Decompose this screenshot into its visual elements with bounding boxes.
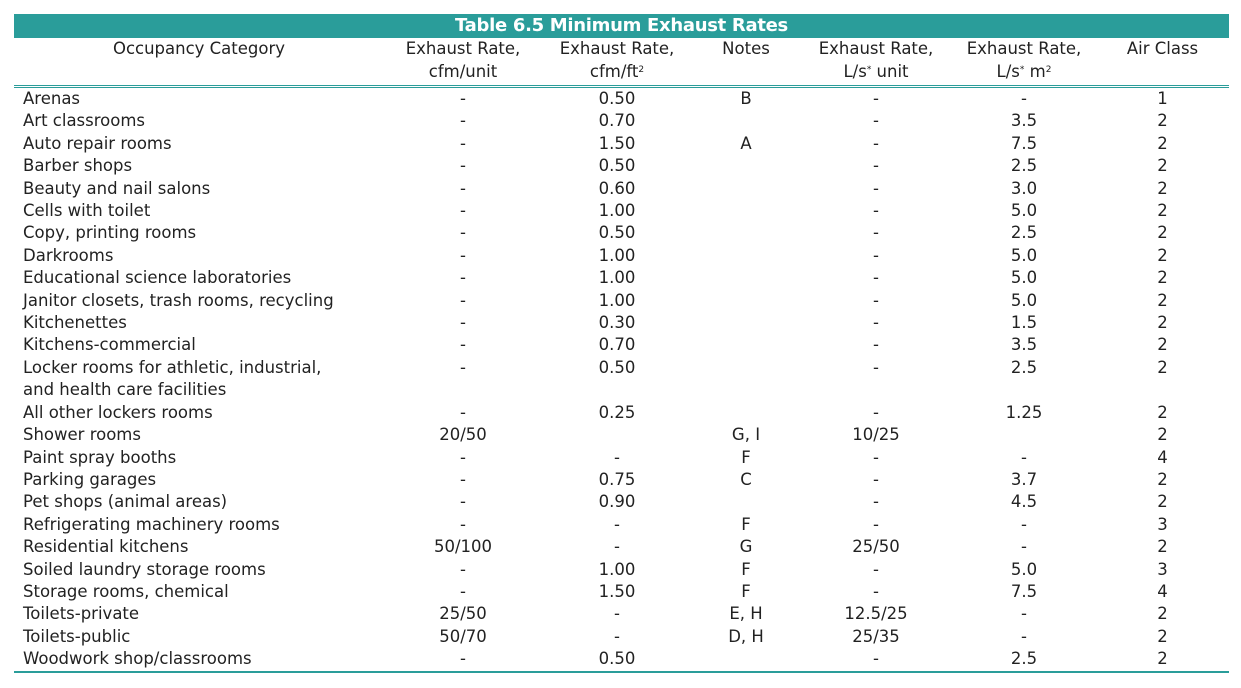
cell-exhaust-cfm-ft2: - <box>614 604 620 624</box>
cell-air-class: 2 <box>1157 492 1168 512</box>
table-row <box>14 559 1229 581</box>
occupancy-label: Paint spray booths <box>23 447 177 467</box>
cell-exhaust-cfm-ft2: 1.00 <box>598 290 636 310</box>
cell-occupancy-category <box>14 357 384 402</box>
cell-exhaust-ls-m2: - <box>1021 89 1027 108</box>
header-exhaust-cfm-unit: Exhaust Rate, cfm/unit <box>405 39 521 81</box>
table-title: Table 6.5 Minimum Exhaust Rates <box>14 14 1229 38</box>
table-row <box>14 178 1229 200</box>
cell-occupancy-category <box>14 200 384 222</box>
cell-occupancy-category <box>14 626 384 648</box>
cell-exhaust-cfm-ft2: 0.90 <box>598 492 636 512</box>
cell-exhaust-cfm-unit: - <box>460 313 466 333</box>
cell-notes <box>692 245 800 267</box>
cell-notes: F <box>741 447 751 467</box>
cell-exhaust-ls-m2: 2.5 <box>1010 649 1038 669</box>
occupancy-label: Woodwork shop/classrooms <box>23 649 252 669</box>
cell-exhaust-cfm-ft2: 0.25 <box>598 402 636 422</box>
table-row <box>14 290 1229 312</box>
cell-exhaust-cfm-unit: - <box>460 514 466 534</box>
cell-occupancy-category <box>14 491 384 513</box>
cell-exhaust-ls-m2: 1.25 <box>1005 402 1043 422</box>
cell-exhaust-ls-m2: 2.5 <box>1010 357 1038 377</box>
cell-exhaust-ls-m2: 5.0 <box>1010 290 1038 310</box>
cell-occupancy-category <box>14 222 384 244</box>
occupancy-label-continued: and health care facilities <box>23 380 227 400</box>
cell-exhaust-ls-unit: - <box>873 357 879 377</box>
table-row <box>14 110 1229 132</box>
cell-exhaust-ls-m2: 7.5 <box>1010 581 1038 601</box>
cell-air-class: 4 <box>1157 581 1168 601</box>
cell-air-class: 2 <box>1157 469 1168 489</box>
cell-exhaust-cfm-unit: - <box>460 223 466 243</box>
header-occupancy-category: Occupancy Category <box>112 39 286 58</box>
exhaust-rates-table <box>14 38 1229 673</box>
occupancy-label: Pet shops (animal areas) <box>23 492 228 512</box>
cell-exhaust-cfm-ft2: 0.50 <box>598 156 636 176</box>
occupancy-label: Toilets-private <box>23 604 140 624</box>
table-row <box>14 447 1229 469</box>
cell-exhaust-ls-unit: - <box>873 581 879 601</box>
cell-exhaust-cfm-ft2: - <box>614 626 620 646</box>
cell-exhaust-ls-m2: 4.5 <box>1010 492 1038 512</box>
cell-occupancy-category <box>14 514 384 536</box>
table-body <box>14 87 1229 672</box>
cell-exhaust-cfm-ft2: 0.50 <box>598 357 636 377</box>
occupancy-label: Janitor closets, trash rooms, recycling <box>23 290 334 310</box>
cell-air-class: 2 <box>1157 245 1168 265</box>
cell-exhaust-ls-unit: - <box>873 447 879 467</box>
cell-exhaust-cfm-ft2: 0.30 <box>598 313 636 333</box>
cell-notes <box>692 357 800 402</box>
cell-exhaust-cfm-ft2 <box>542 424 692 446</box>
table-row <box>14 402 1229 424</box>
cell-exhaust-ls-m2: - <box>1021 447 1027 467</box>
cell-notes <box>692 200 800 222</box>
table-row <box>14 491 1229 513</box>
cell-exhaust-ls-unit: - <box>873 290 879 310</box>
occupancy-label: Shower rooms <box>23 425 141 445</box>
cell-air-class: 2 <box>1157 268 1168 288</box>
cell-exhaust-ls-m2: 5.0 <box>1010 559 1038 579</box>
cell-air-class: 4 <box>1157 447 1168 467</box>
cell-air-class: 2 <box>1157 357 1168 377</box>
cell-exhaust-ls-unit: - <box>873 156 879 176</box>
cell-exhaust-ls-unit: - <box>873 335 879 355</box>
cell-exhaust-cfm-ft2: 1.00 <box>598 559 636 579</box>
cell-occupancy-category <box>14 133 384 155</box>
cell-notes: F <box>741 514 751 534</box>
cell-air-class: 2 <box>1157 649 1168 669</box>
cell-exhaust-cfm-unit: - <box>460 402 466 422</box>
cell-exhaust-ls-unit: - <box>873 245 879 265</box>
cell-exhaust-cfm-ft2: 1.00 <box>598 268 636 288</box>
cell-notes: A <box>740 133 752 153</box>
cell-exhaust-ls-m2 <box>952 424 1096 446</box>
occupancy-label: Arenas <box>23 89 81 108</box>
cell-exhaust-cfm-ft2: - <box>614 514 620 534</box>
cell-exhaust-ls-unit: 12.5/25 <box>844 604 908 624</box>
cell-exhaust-cfm-ft2: 1.50 <box>598 581 636 601</box>
cell-air-class: 2 <box>1157 626 1168 646</box>
occupancy-label: Barber shops <box>23 156 133 176</box>
cell-exhaust-cfm-ft2: 0.60 <box>598 178 636 198</box>
cell-exhaust-cfm-unit: - <box>460 245 466 265</box>
cell-occupancy-category <box>14 469 384 491</box>
table-header <box>14 38 1229 87</box>
cell-occupancy-category <box>14 559 384 581</box>
occupancy-label: Beauty and nail salons <box>23 178 211 198</box>
cell-air-class: 2 <box>1157 133 1168 153</box>
cell-notes: G <box>739 537 753 557</box>
cell-exhaust-ls-unit: - <box>873 223 879 243</box>
cell-notes: C <box>740 469 752 489</box>
table-row <box>14 581 1229 603</box>
cell-notes: D, H <box>728 626 764 646</box>
cell-occupancy-category <box>14 402 384 424</box>
cell-exhaust-ls-m2: 5.0 <box>1010 201 1038 221</box>
cell-exhaust-cfm-unit: 50/70 <box>439 626 487 646</box>
occupancy-label: Cells with toilet <box>23 201 151 221</box>
cell-occupancy-category <box>14 110 384 132</box>
cell-exhaust-cfm-unit: - <box>460 492 466 512</box>
cell-occupancy-category <box>14 245 384 267</box>
cell-exhaust-cfm-unit: - <box>460 335 466 355</box>
cell-notes <box>692 222 800 244</box>
cell-exhaust-cfm-unit: 20/50 <box>439 425 487 445</box>
cell-notes <box>692 312 800 334</box>
cell-exhaust-cfm-ft2: - <box>614 447 620 467</box>
cell-notes <box>692 648 800 671</box>
cell-air-class: 2 <box>1157 111 1168 131</box>
cell-exhaust-cfm-unit: - <box>460 268 466 288</box>
cell-air-class: 2 <box>1157 290 1168 310</box>
cell-occupancy-category <box>14 648 384 671</box>
cell-exhaust-cfm-ft2: 0.75 <box>598 469 636 489</box>
cell-exhaust-ls-unit: - <box>873 133 879 153</box>
cell-notes <box>692 491 800 513</box>
occupancy-label: Toilets-public <box>23 626 131 646</box>
table-row <box>14 514 1229 536</box>
cell-occupancy-category <box>14 290 384 312</box>
cell-exhaust-ls-m2: 3.7 <box>1010 469 1038 489</box>
cell-air-class: 2 <box>1157 604 1168 624</box>
table-row <box>14 312 1229 334</box>
cell-notes: F <box>741 581 751 601</box>
header-exhaust-ls-unit: Exhaust Rate, L/s* unit <box>818 39 934 81</box>
table-row <box>14 155 1229 177</box>
cell-air-class: 2 <box>1157 178 1168 198</box>
table-row <box>14 603 1229 625</box>
cell-exhaust-cfm-ft2: 1.00 <box>598 245 636 265</box>
table-row <box>14 267 1229 289</box>
cell-occupancy-category <box>14 312 384 334</box>
cell-occupancy-category <box>14 603 384 625</box>
header-air-class: Air Class <box>1126 39 1199 58</box>
cell-air-class: 2 <box>1157 223 1168 243</box>
cell-exhaust-cfm-ft2: 0.70 <box>598 111 636 131</box>
cell-exhaust-ls-unit: - <box>873 201 879 221</box>
cell-exhaust-cfm-unit: - <box>460 581 466 601</box>
cell-notes <box>692 334 800 356</box>
cell-air-class: 2 <box>1157 156 1168 176</box>
occupancy-label: All other lockers rooms <box>23 402 213 422</box>
table-row <box>14 334 1229 356</box>
occupancy-label: Darkrooms <box>23 245 114 265</box>
cell-exhaust-ls-unit: 10/25 <box>852 425 900 445</box>
cell-exhaust-cfm-unit: - <box>460 133 466 153</box>
cell-air-class: 2 <box>1157 537 1168 557</box>
table-row <box>14 357 1229 402</box>
occupancy-label: Art classrooms <box>23 111 146 131</box>
cell-exhaust-cfm-unit: 50/100 <box>433 537 493 557</box>
cell-notes: E, H <box>729 604 763 624</box>
cell-notes <box>692 178 800 200</box>
cell-notes: B <box>740 89 752 108</box>
cell-exhaust-ls-m2: 5.0 <box>1010 268 1038 288</box>
cell-exhaust-ls-m2: - <box>1021 604 1027 624</box>
cell-air-class: 2 <box>1157 402 1168 422</box>
cell-occupancy-category <box>14 424 384 446</box>
cell-air-class: 2 <box>1157 201 1168 221</box>
cell-exhaust-ls-unit: 25/35 <box>852 626 900 646</box>
cell-exhaust-ls-unit: 25/50 <box>852 537 900 557</box>
cell-occupancy-category <box>14 334 384 356</box>
table-row <box>14 245 1229 267</box>
cell-exhaust-ls-unit: - <box>873 111 879 131</box>
cell-occupancy-category <box>14 581 384 603</box>
cell-notes <box>692 155 800 177</box>
cell-exhaust-cfm-unit: - <box>460 201 466 221</box>
cell-occupancy-category <box>14 447 384 469</box>
header-row <box>14 38 1229 87</box>
cell-exhaust-ls-unit: - <box>873 469 879 489</box>
cell-exhaust-cfm-unit: - <box>460 111 466 131</box>
table-row <box>14 626 1229 648</box>
cell-notes: G, I <box>731 425 761 445</box>
header-notes: Notes <box>722 39 770 58</box>
cell-air-class: 3 <box>1157 559 1168 579</box>
cell-exhaust-cfm-ft2: - <box>614 537 620 557</box>
cell-exhaust-cfm-unit: - <box>460 469 466 489</box>
cell-exhaust-cfm-unit: - <box>460 156 466 176</box>
table-row <box>14 536 1229 558</box>
cell-exhaust-ls-m2: 3.5 <box>1010 111 1038 131</box>
occupancy-label: Auto repair rooms <box>23 133 172 153</box>
occupancy-label: Parking garages <box>23 469 157 489</box>
cell-exhaust-ls-unit: - <box>873 89 879 108</box>
cell-notes <box>692 267 800 289</box>
cell-exhaust-cfm-ft2: 1.00 <box>598 201 636 221</box>
cell-exhaust-ls-m2: 3.0 <box>1010 178 1038 198</box>
occupancy-label: Residential kitchens <box>23 537 189 557</box>
cell-occupancy-category <box>14 178 384 200</box>
occupancy-label: Locker rooms for athletic, industrial, <box>23 357 322 377</box>
cell-air-class: 1 <box>1157 89 1168 108</box>
cell-exhaust-ls-m2: 5.0 <box>1010 245 1038 265</box>
table-row <box>14 200 1229 222</box>
cell-notes <box>692 110 800 132</box>
cell-exhaust-cfm-unit: - <box>460 357 466 377</box>
cell-exhaust-ls-m2: 7.5 <box>1010 133 1038 153</box>
cell-air-class: 2 <box>1157 335 1168 355</box>
cell-exhaust-cfm-ft2: 0.50 <box>598 89 636 108</box>
cell-exhaust-ls-m2: 2.5 <box>1010 223 1038 243</box>
cell-exhaust-cfm-ft2: 0.50 <box>598 649 636 669</box>
cell-exhaust-ls-unit: - <box>873 492 879 512</box>
cell-exhaust-ls-m2: - <box>1021 514 1027 534</box>
cell-exhaust-ls-unit: - <box>873 514 879 534</box>
table-row <box>14 87 1229 111</box>
cell-occupancy-category <box>14 536 384 558</box>
cell-notes <box>692 290 800 312</box>
occupancy-label: Soiled laundry storage rooms <box>23 559 266 579</box>
cell-exhaust-ls-m2: 3.5 <box>1010 335 1038 355</box>
cell-occupancy-category <box>14 267 384 289</box>
occupancy-label: Kitchenettes <box>23 313 127 333</box>
cell-exhaust-cfm-unit: - <box>460 649 466 669</box>
cell-exhaust-ls-m2: - <box>1021 537 1027 557</box>
cell-air-class: 2 <box>1157 425 1168 445</box>
cell-exhaust-ls-unit: - <box>873 649 879 669</box>
occupancy-label: Copy, printing rooms <box>23 223 197 243</box>
cell-exhaust-ls-unit: - <box>873 402 879 422</box>
occupancy-label: Kitchens-commercial <box>23 335 196 355</box>
table-row <box>14 222 1229 244</box>
cell-exhaust-ls-unit: - <box>873 268 879 288</box>
cell-occupancy-category <box>14 155 384 177</box>
cell-exhaust-ls-m2: 1.5 <box>1010 313 1038 333</box>
cell-exhaust-cfm-ft2: 1.50 <box>598 133 636 153</box>
cell-exhaust-ls-m2: - <box>1021 626 1027 646</box>
cell-exhaust-ls-m2: 2.5 <box>1010 156 1038 176</box>
cell-notes: F <box>741 559 751 579</box>
occupancy-label: Storage rooms, chemical <box>23 581 229 601</box>
cell-exhaust-cfm-unit: 25/50 <box>439 604 487 624</box>
cell-exhaust-ls-unit: - <box>873 313 879 333</box>
table-row <box>14 648 1229 671</box>
cell-air-class: 3 <box>1157 514 1168 534</box>
exhaust-rates-table-container <box>14 14 1229 673</box>
cell-exhaust-cfm-unit: - <box>460 290 466 310</box>
cell-exhaust-cfm-unit: - <box>460 559 466 579</box>
cell-air-class: 2 <box>1157 313 1168 333</box>
occupancy-label: Educational science laboratories <box>23 268 292 288</box>
cell-exhaust-cfm-unit: - <box>460 178 466 198</box>
cell-exhaust-cfm-unit: - <box>460 89 466 108</box>
header-exhaust-ls-m2: Exhaust Rate, L/s* $m^2$ <box>966 39 1082 81</box>
table-row <box>14 133 1229 155</box>
occupancy-label: Refrigerating machinery rooms <box>23 514 280 534</box>
table-row <box>14 469 1229 491</box>
cell-notes <box>692 402 800 424</box>
cell-exhaust-cfm-ft2: 0.70 <box>598 335 636 355</box>
cell-exhaust-cfm-unit: - <box>460 447 466 467</box>
table-row <box>14 424 1229 446</box>
cell-occupancy-category <box>14 87 384 111</box>
header-exhaust-cfm-ft2: Exhaust Rate, cfm/$ft^2$ <box>559 39 675 81</box>
cell-exhaust-ls-unit: - <box>873 559 879 579</box>
cell-exhaust-ls-unit: - <box>873 178 879 198</box>
cell-exhaust-cfm-ft2: 0.50 <box>598 223 636 243</box>
